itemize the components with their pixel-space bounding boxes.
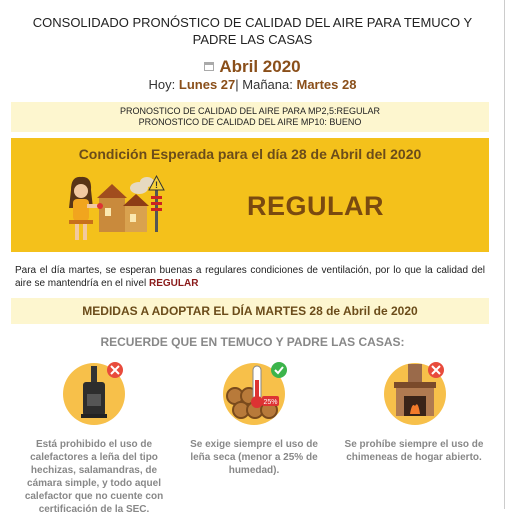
page-title-line2: PADRE LAS CASAS xyxy=(192,32,313,47)
condition-panel xyxy=(11,138,489,252)
fireplace-prohibited-icon xyxy=(382,360,448,426)
today-label: Hoy: xyxy=(148,77,176,92)
day-line xyxy=(0,77,505,92)
svg-text:!: ! xyxy=(155,180,158,190)
calendar-icon xyxy=(204,62,214,71)
forecast-paragraph xyxy=(15,264,485,290)
page-title-line1: CONSOLIDADO PRONÓSTICO DE CALIDAD DEL AIRE PARA TEMUCO Y xyxy=(32,15,473,30)
rule-fireplace-text: Se prohíbe siempre el uso de chimeneas de hogar abierto. xyxy=(344,439,484,463)
paragraph-text: Para el día martes, se esperan buenas a regulares condiciones de ventilación, por lo que la calidad del aire se mantendría en el nivel xyxy=(15,265,485,289)
forecast-mp25: PRONOSTICO DE CALIDAD DEL AIRE PARA MP2,5:REGULAR xyxy=(119,106,381,116)
humidity-badge: 25% xyxy=(263,399,278,406)
dry-wood-required-icon xyxy=(221,360,287,426)
condition-title: Condición Esperada para el día 28 de Abril del 2020 xyxy=(78,146,422,162)
forecast-box xyxy=(11,102,489,132)
paragraph-level: REGULAR xyxy=(148,278,199,289)
reminder-heading: RECUERDE QUE EN TEMUCO Y PADRE LAS CASAS: xyxy=(100,335,405,349)
rule-stove-text: Está prohibido el uso de calefactores a leña del tipo hechizas, salamandras, de cámara simple, y todo aquel calefactor que no cuente con certificación de la SEC. xyxy=(24,439,164,515)
today-value: Lunes 27 xyxy=(178,77,236,92)
wood-stove-prohibited-icon xyxy=(61,360,127,426)
girl-town-illustration xyxy=(59,168,169,248)
tomorrow-value: Martes 28 xyxy=(296,77,357,92)
month-heading xyxy=(0,57,505,77)
day-separator: | xyxy=(235,77,239,92)
condition-level: REGULAR xyxy=(247,191,384,221)
tomorrow-label: Mañana: xyxy=(242,77,293,92)
month-label: Abril 2020 xyxy=(219,57,301,76)
measures-header: MEDIDAS A ADOPTAR EL DÍA MARTES 28 de Abril de 2020 xyxy=(11,298,489,324)
forecast-mp10: PRONOSTICO DE CALIDAD DEL AIRE MP10: BUENO xyxy=(138,117,362,127)
rule-dry-wood-text: Se exige siempre el uso de leña seca (menor a 25% de humedad). xyxy=(190,439,318,476)
